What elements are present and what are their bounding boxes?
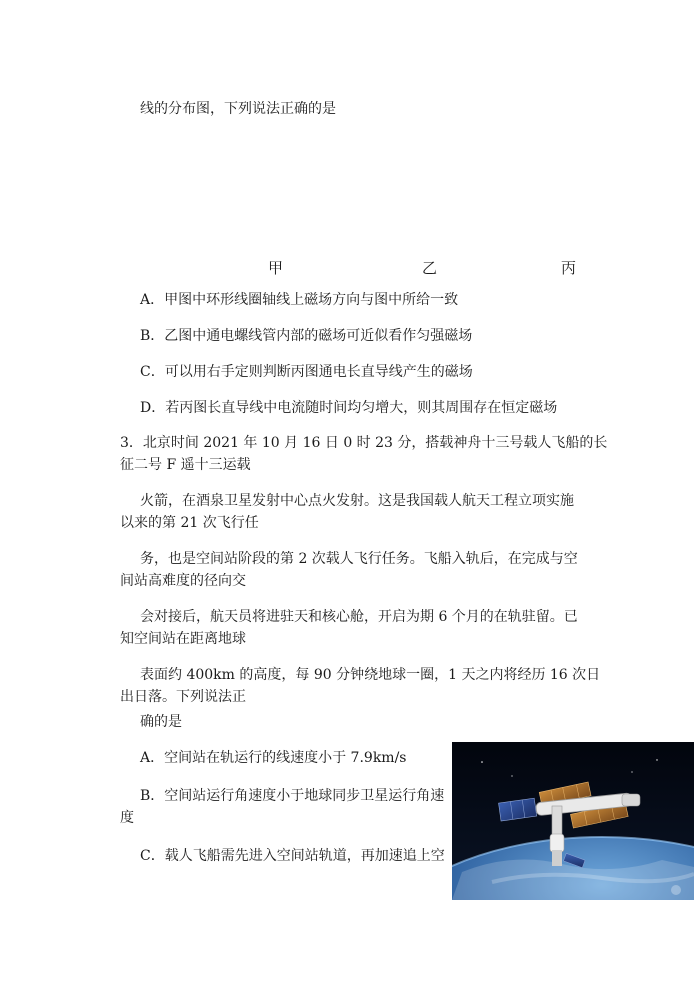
q3-option-c: C．载人飞船需先进入空间站轨道，再加速追上空 (140, 848, 445, 864)
q3-stem-line: 表面约 400km 的高度，每 90 分钟绕地球一圈，1 天之内将经历 16 次日 (140, 667, 601, 683)
figure-label-yi: 乙 (422, 259, 438, 277)
q3-stem-line: 3．北京时间 2021 年 10 月 16 日 0 时 23 分，搭载神舟十三号载人飞船的长 (120, 435, 608, 451)
q3-option-b: B．空间站运行角速度小于地球同步卫星运行角速 (140, 788, 445, 804)
q2-option-b: B．乙图中通电螺线管内部的磁场可近似看作匀强磁场 (140, 328, 473, 344)
q2-stem-tail: 线的分布图，下列说法正确的是 (140, 101, 336, 117)
figure-label-jia: 甲 (268, 259, 284, 277)
q3-stem-line: 会对接后，航天员将进驻天和核心舱，开启为期 6 个月的在轨驻留。已 (140, 609, 578, 625)
q3-stem-line: 火箭，在酒泉卫星发射中心点火发射。这是我国载人航天工程立项实施 (140, 493, 574, 509)
q2-option-a: A．甲图中环形线圈轴线上磁场方向与图中所给一致 (140, 292, 459, 308)
q3-option-b-cont: 度 (120, 810, 134, 826)
q3-stem-line: 间站高难度的径向交 (120, 573, 246, 589)
q3-stem-line: 知空间站在距离地球 (120, 631, 246, 647)
figure-label-bing: 丙 (561, 259, 577, 277)
q3-stem-line: 务，也是空间站阶段的第 2 次载人飞行任务。飞船入轨后，在完成与空 (140, 551, 578, 567)
q3-stem-line: 以来的第 21 次飞行任 (120, 515, 259, 531)
space-station-photo (452, 742, 694, 900)
q3-stem-line: 征二号 F 遥十三运载 (120, 457, 251, 473)
q2-option-c: C．可以用右手定则判断丙图通电长直导线产生的磁场 (140, 364, 473, 380)
q3-stem-line: 确的是 (140, 714, 182, 730)
q2-option-d: D．若丙图长直导线中电流随时间均匀增大，则其周围存在恒定磁场 (140, 400, 558, 416)
space-station-illustration (452, 742, 694, 900)
q3-stem-line: 出日落。下列说法正 (120, 689, 246, 705)
q3-option-a: A．空间站在轨运行的线速度小于 7.9km/s (140, 750, 407, 766)
